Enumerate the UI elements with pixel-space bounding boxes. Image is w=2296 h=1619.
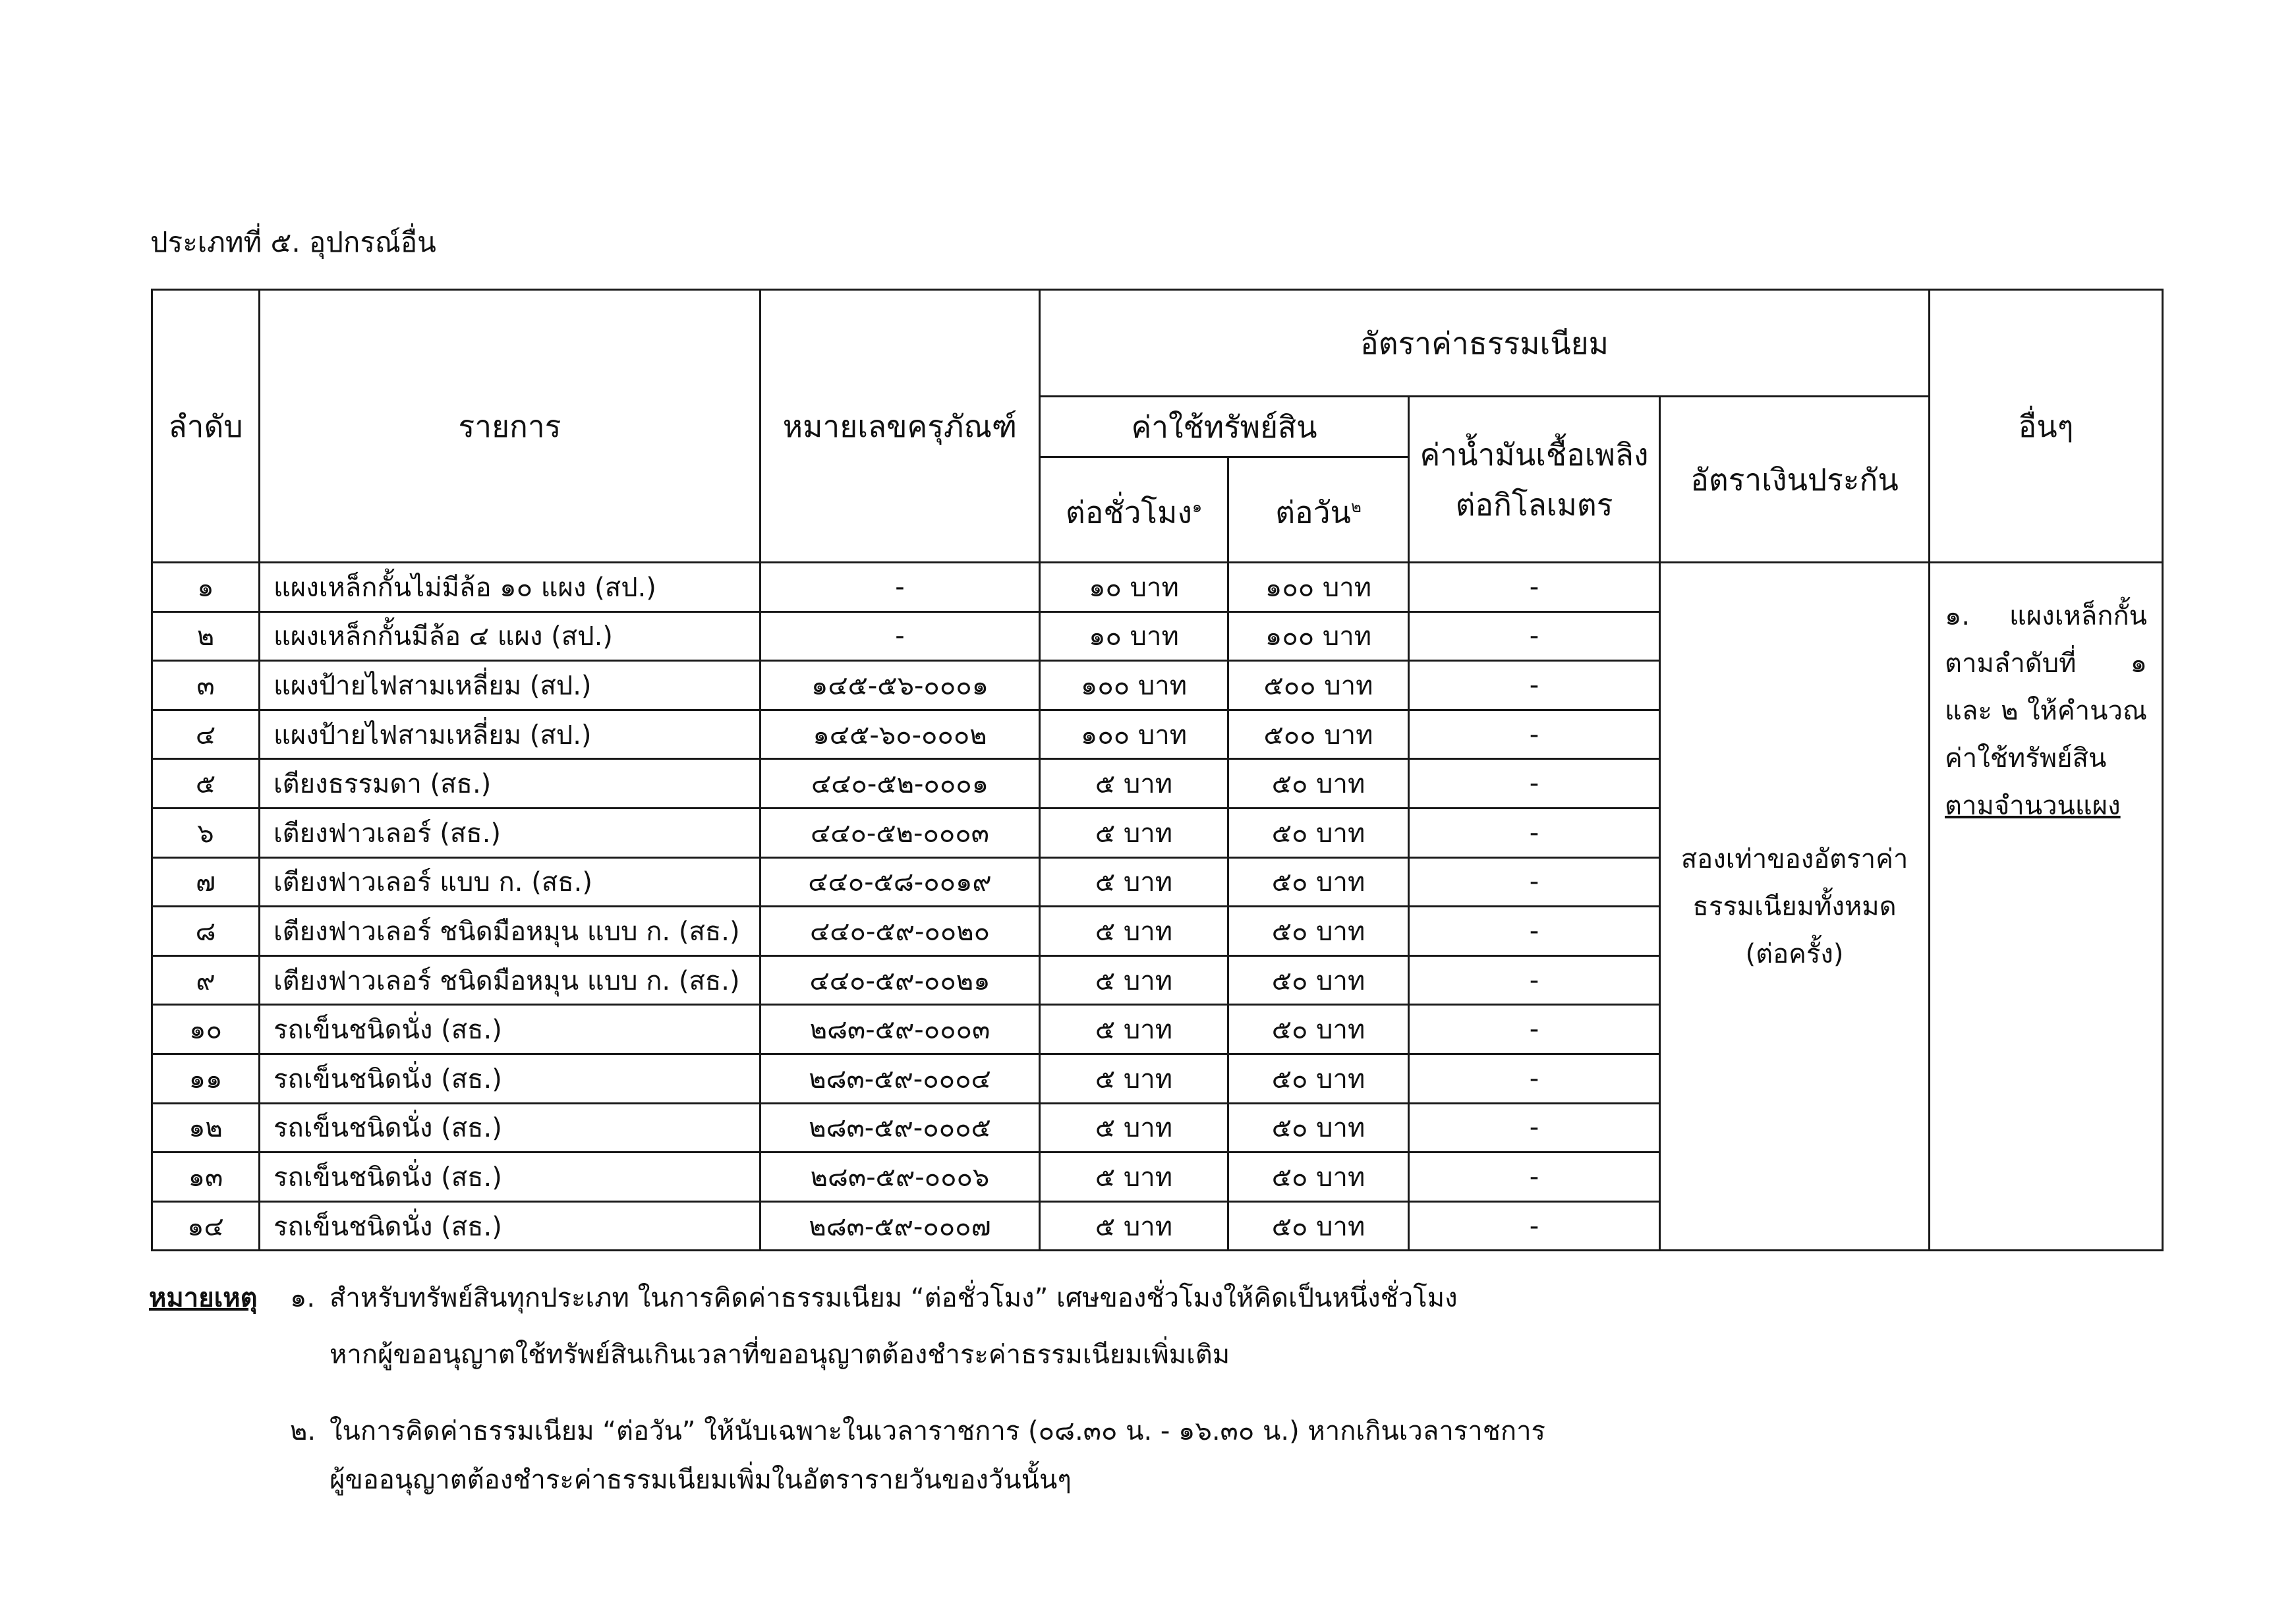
- row-item: รถเข็นชนิดนั่ง (สธ.): [260, 1152, 761, 1202]
- row-fuel-fee: -: [1409, 611, 1660, 661]
- row-fee-per-hour: ๑๐ บาท: [1040, 611, 1228, 661]
- row-fee-per-day: ๕๐ บาท: [1228, 1054, 1409, 1103]
- row-asset-no: ๔๔๐-๕๒-๐๐๐๓: [761, 808, 1040, 857]
- row-item: เตียงธรรมดา (สธ.): [260, 759, 761, 809]
- row-order: ๑๑: [152, 1054, 260, 1103]
- row-fee-per-day: ๕๐๐ บาท: [1228, 710, 1409, 759]
- row-fee-per-day: ๕๐ บาท: [1228, 1005, 1409, 1054]
- row-fee-per-hour: ๕ บาท: [1040, 1152, 1228, 1202]
- row-item: เตียงฟาวเลอร์ ชนิดมือหมุน แบบ ก. (สธ.): [260, 907, 761, 956]
- row-fee-per-hour: ๕ บาท: [1040, 1054, 1228, 1103]
- row-item: รถเข็นชนิดนั่ง (สธ.): [260, 1201, 761, 1251]
- row-fuel-fee: -: [1409, 857, 1660, 907]
- note-2-line-2: ผู้ขออนุญาตต้องชำระค่าธรรมเนียมเพิ่มในอัตรารายวันของวันนั้นๆ: [330, 1465, 1072, 1495]
- row-order: ๓: [152, 661, 260, 710]
- row-order: ๗: [152, 857, 260, 907]
- header-order: ลำดับ: [152, 290, 260, 563]
- note-1-number: ๑.: [290, 1283, 316, 1313]
- note-2-line-1: ในการคิดค่าธรรมเนียม “ต่อวัน” ให้นับเฉพาะในเวลาราชการ (๐๘.๓๐ น. - ๑๖.๓๐ น.) หากเกินเวลาราชการ: [330, 1416, 1546, 1446]
- row-asset-no: ๔๔๐-๕๒-๐๐๐๑: [761, 759, 1040, 809]
- row-fuel-fee: -: [1409, 710, 1660, 759]
- row-item: แผงเหล็กกั้นมีล้อ ๔ แผง (สป.): [260, 611, 761, 661]
- row-fee-per-hour: ๕ บาท: [1040, 1005, 1228, 1054]
- row-item: รถเข็นชนิดนั่ง (สธ.): [260, 1103, 761, 1152]
- header-fuel: ค่าน้ำมันเชื้อเพลิงต่อกิโลเมตร: [1409, 397, 1660, 563]
- row-item: รถเข็นชนิดนั่ง (สธ.): [260, 1054, 761, 1103]
- header-fee-rate: อัตราค่าธรรมเนียม: [1040, 290, 1930, 397]
- header-other: อื่นๆ: [1930, 290, 2163, 563]
- row-asset-no: -: [761, 563, 1040, 612]
- header-per-day: ต่อวัน$^๒$: [1228, 457, 1409, 563]
- fee-table: [151, 289, 2164, 1251]
- row-fee-per-day: ๕๐ บาท: [1228, 808, 1409, 857]
- row-item: รถเข็นชนิดนั่ง (สธ.): [260, 1005, 761, 1054]
- row-order: ๑๔: [152, 1201, 260, 1251]
- footnote-marker: ๒: [1350, 497, 1362, 517]
- row-fee-per-hour: ๑๐ บาท: [1040, 563, 1228, 612]
- row-fuel-fee: -: [1409, 1152, 1660, 1202]
- header-usage-fee: ค่าใช้ทรัพย์สิน: [1040, 397, 1409, 457]
- row-fee-per-hour: ๕ บาท: [1040, 759, 1228, 809]
- row-item: เตียงฟาวเลอร์ ชนิดมือหมุน แบบ ก. (สธ.): [260, 955, 761, 1005]
- row-asset-no: ๔๔๐-๕๘-๐๐๑๙: [761, 857, 1040, 907]
- row-asset-no: ๑๔๕-๖๐-๐๐๐๒: [761, 710, 1040, 759]
- row-fee-per-day: ๑๐๐ บาท: [1228, 611, 1409, 661]
- row-fee-per-hour: ๕ บาท: [1040, 1201, 1228, 1251]
- row-fuel-fee: -: [1409, 1103, 1660, 1152]
- row-item: แผงป้ายไฟสามเหลี่ยม (สป.): [260, 710, 761, 759]
- row-fee-per-day: ๕๐ บาท: [1228, 907, 1409, 956]
- row-fee-per-day: ๕๐ บาท: [1228, 759, 1409, 809]
- row-fee-per-day: ๕๐ บาท: [1228, 1152, 1409, 1202]
- header-deposit: อัตราเงินประกัน: [1660, 397, 1930, 563]
- row-fee-per-hour: ๕ บาท: [1040, 955, 1228, 1005]
- row-fee-per-day: ๑๐๐ บาท: [1228, 563, 1409, 612]
- row-order: ๖: [152, 808, 260, 857]
- row-asset-no: ๔๔๐-๕๙-๐๐๒๑: [761, 955, 1040, 1005]
- note-1-line-2: หากผู้ขออนุญาตใช้ทรัพย์สินเกินเวลาที่ขออนุญาตต้องชำระค่าธรรมเนียมเพิ่มเติม: [330, 1340, 1230, 1370]
- header-per-hour: ต่อชั่วโมง$^๑$: [1040, 457, 1228, 563]
- row-order: ๕: [152, 759, 260, 809]
- other-note-underlined: ตามจำนวนแผง: [1945, 791, 2121, 821]
- row-fee-per-hour: ๕ บาท: [1040, 907, 1228, 956]
- row-fuel-fee: -: [1409, 563, 1660, 612]
- row-asset-no: ๒๘๓-๕๙-๐๐๐๕: [761, 1103, 1040, 1152]
- row-item: แผงป้ายไฟสามเหลี่ยม (สป.): [260, 661, 761, 710]
- row-fee-per-day: ๕๐ บาท: [1228, 1103, 1409, 1152]
- row-fee-per-day: ๕๐ บาท: [1228, 857, 1409, 907]
- row-fee-per-hour: ๕ บาท: [1040, 1103, 1228, 1152]
- row-order: ๑: [152, 563, 260, 612]
- deposit-rate-cell: สองเท่าของอัตราค่าธรรมเนียมทั้งหมด (ต่อครั้ง): [1660, 563, 1930, 1251]
- page-heading: ประเภทที่ ๕. อุปกรณ์อื่น: [150, 226, 436, 258]
- row-fee-per-hour: ๕ บาท: [1040, 808, 1228, 857]
- header-item: รายการ: [260, 290, 761, 563]
- row-fee-per-day: ๕๐ บาท: [1228, 1201, 1409, 1251]
- row-item: เตียงฟาวเลอร์ แบบ ก. (สธ.): [260, 857, 761, 907]
- row-asset-no: -: [761, 611, 1040, 661]
- row-fuel-fee: -: [1409, 907, 1660, 956]
- row-fuel-fee: -: [1409, 661, 1660, 710]
- row-asset-no: ๔๔๐-๕๙-๐๐๒๐: [761, 907, 1040, 956]
- row-fuel-fee: -: [1409, 955, 1660, 1005]
- row-fee-per-day: ๕๐ บาท: [1228, 955, 1409, 1005]
- note-2-number: ๒.: [290, 1416, 316, 1446]
- row-fuel-fee: -: [1409, 759, 1660, 809]
- row-item: เตียงฟาวเลอร์ (สธ.): [260, 808, 761, 857]
- row-fee-per-hour: ๕ บาท: [1040, 857, 1228, 907]
- row-item: แผงเหล็กกั้นไม่มีล้อ ๑๐ แผง (สป.): [260, 563, 761, 612]
- row-order: ๘: [152, 907, 260, 956]
- fee-table-body: [152, 563, 2163, 1251]
- row-asset-no: ๒๘๓-๕๙-๐๐๐๔: [761, 1054, 1040, 1103]
- footnote-marker: ๑: [1191, 497, 1203, 517]
- other-note-text: ๑. แผงเหล็กกั้นตามลำดับที่ ๑ และ ๒ ให้คำนวณค่าใช้ทรัพย์สิน: [1945, 601, 2148, 774]
- row-fee-per-hour: ๑๐๐ บาท: [1040, 710, 1228, 759]
- row-order: ๒: [152, 611, 260, 661]
- row-fuel-fee: -: [1409, 1201, 1660, 1251]
- table-row: [152, 563, 2163, 612]
- row-fuel-fee: -: [1409, 1005, 1660, 1054]
- notes-label: หมายเหตุ: [149, 1283, 258, 1313]
- row-asset-no: ๒๘๓-๕๙-๐๐๐๖: [761, 1152, 1040, 1202]
- row-order: ๔: [152, 710, 260, 759]
- row-order: ๑๐: [152, 1005, 260, 1054]
- note-1-line-1: สำหรับทรัพย์สินทุกประเภท ในการคิดค่าธรรมเนียม “ต่อชั่วโมง” เศษของชั่วโมงให้คิดเป็นหนึ่งชั่วโมง: [330, 1283, 1458, 1313]
- row-order: ๙: [152, 955, 260, 1005]
- row-order: ๑๒: [152, 1103, 260, 1152]
- row-fee-per-day: ๕๐๐ บาท: [1228, 661, 1409, 710]
- row-fee-per-hour: ๑๐๐ บาท: [1040, 661, 1228, 710]
- row-fuel-fee: -: [1409, 808, 1660, 857]
- other-notes-cell: [1930, 563, 2163, 1251]
- row-asset-no: ๒๘๓-๕๙-๐๐๐๗: [761, 1201, 1040, 1251]
- row-asset-no: ๑๔๕-๕๖-๐๐๐๑: [761, 661, 1040, 710]
- row-asset-no: ๒๘๓-๕๙-๐๐๐๓: [761, 1005, 1040, 1054]
- row-fuel-fee: -: [1409, 1054, 1660, 1103]
- row-order: ๑๓: [152, 1152, 260, 1202]
- header-asset-no: หมายเลขครุภัณฑ์: [761, 290, 1040, 563]
